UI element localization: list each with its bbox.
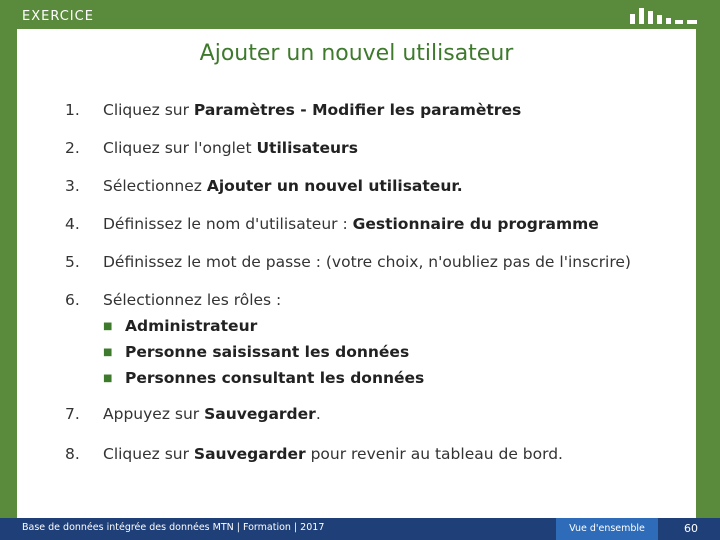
step-number: 3. [65, 177, 80, 195]
step-text: Définissez le nom d'utilisateur : Gestionnaire du programme [103, 215, 599, 233]
role-item: ■ Administrateur [103, 317, 258, 335]
step-text: Sélectionnez les rôles : [103, 291, 282, 309]
step-number: 4. [65, 215, 80, 233]
step-text: Cliquez sur l'onglet Utilisateurs [103, 139, 358, 157]
step-number: 1. [65, 101, 80, 119]
overview-button[interactable]: Vue d'ensemble [556, 518, 658, 540]
content-panel [17, 29, 696, 518]
step-text: Cliquez sur Sauvegarder pour revenir au tableau de bord. [103, 445, 563, 463]
footer-bar [0, 518, 720, 540]
role-item: ■ Personne saisissant les données [103, 343, 410, 361]
square-bullet-icon: ■ [103, 347, 113, 358]
step-text: Appuyez sur Sauvegarder. [103, 405, 321, 423]
square-bullet-icon: ■ [103, 373, 113, 384]
step-text: Cliquez sur Paramètres - Modifier les paramètres [103, 101, 522, 119]
page-number: 60 [684, 522, 698, 535]
step-number: 8. [65, 445, 80, 463]
step-text: Sélectionnez Ajouter un nouvel utilisateur. [103, 177, 463, 195]
step-text: Définissez le mot de passe : (votre choix, n'oubliez pas de l'inscrire) [103, 253, 631, 271]
step-number: 5. [65, 253, 80, 271]
step-number: 2. [65, 139, 80, 157]
step-number: 6. [65, 291, 80, 309]
page-title: Ajouter un nouvel utilisateur [199, 41, 514, 66]
footer-text: Base de données intégrée des données MTN | Formation | 2017 [22, 522, 325, 533]
step-number: 7. [65, 405, 80, 423]
section-label: EXERCICE [22, 9, 94, 24]
square-bullet-icon: ■ [103, 321, 113, 332]
role-item: ■ Personnes consultant les données [103, 369, 425, 387]
bar-logo-icon [630, 8, 698, 24]
